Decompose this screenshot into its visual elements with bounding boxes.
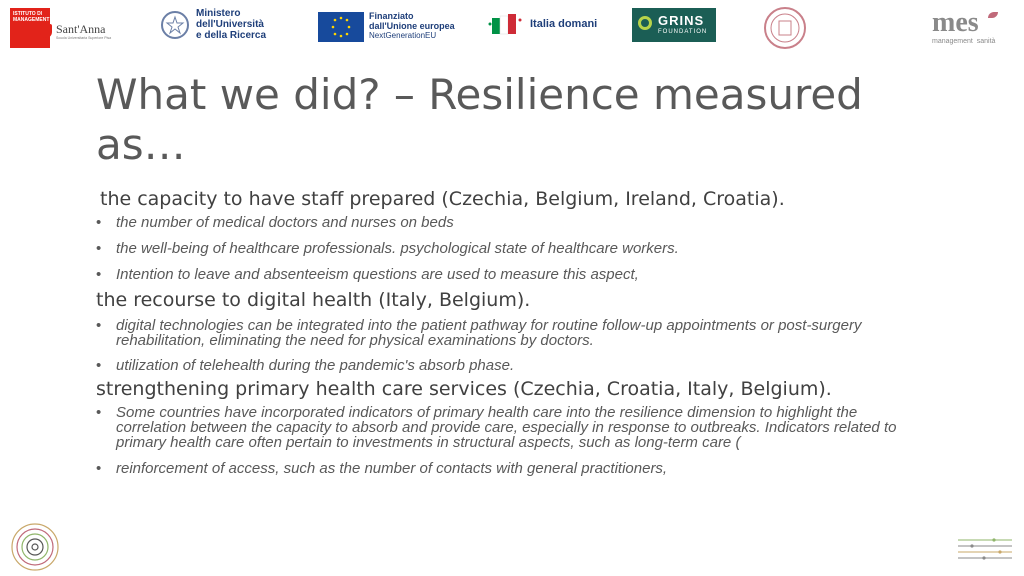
ministero-logo [160,8,280,42]
eu-line-2: dall'Unione europea [369,21,455,31]
eu-logo [318,10,468,44]
mes-text: mes [932,7,979,38]
ministero-line-2: dell'Università [196,19,264,30]
list-item: • Some countries have incorporated indicators of primary health care into the resilience dimension to highlight the correlation between the capacity to absorb and provide care, especially in response to outbreaks. Indicators related to primary health care often pertain to investments in structural aspects, such as long-term care ( [96,405,926,450]
mes-logo [930,8,1014,48]
staff-bullet-list [96,215,926,282]
logo-bar [0,0,1024,56]
italia-domani-text: Italia domani [530,18,598,30]
section-heading-digital-health: the recourse to digital health (Italy, Belgium). [96,289,531,311]
list-item: • the number of medical doctors and nurses on beds [96,215,926,230]
primary-care-bullet-list [96,405,926,476]
grins-g-icon [638,16,652,30]
eu-line-3: NextGenerationEU [369,31,437,40]
santanna-crest-icon [40,24,52,38]
list-item: • reinforcement of access, such as the number of contacts with general practitioners, [96,461,926,476]
eu-line-1: Finanziato [369,11,414,21]
italia-domani-logo [488,12,603,42]
slide-content [96,186,926,476]
university-seal-icon [763,6,807,50]
grins-logo [632,8,716,42]
italy-flag-icon [488,12,524,40]
ministero-line-3: e della Ricerca [196,30,267,41]
republic-emblem-icon [160,10,190,40]
mes-leaf-icon [988,12,998,18]
list-item: • digital technologies can be integrated into the patient pathway for routine follow-up appointments or post-surgery rehabilitation, eliminating the need for physical examinations by doctors. [96,318,926,348]
decorative-lines-icon [958,536,1012,566]
digital-bullet-list [96,318,926,373]
ministero-line-1: Ministero [196,8,241,19]
santanna-subtitle: Scuola Universitaria Superiore Pisa [56,36,112,40]
eu-flag-icon [318,12,364,42]
grins-subtitle: FOUNDATION [658,29,708,35]
list-item: • utilization of telehealth during the pandemic's absorb phase. [96,358,926,373]
istituto-logo-text: ISTITUTO DI MANAGEMENT [13,11,50,23]
section-heading-staff: the capacity to have staff prepared (Czechia, Belgium, Ireland, Croatia). [100,188,785,210]
santanna-name: Sant'Anna [56,22,106,36]
concentric-circles-icon [10,522,60,572]
slide-title: What we did? – Resilience measured as… [96,70,863,169]
list-item: • Intention to leave and absenteeism questions are used to measure this aspect, [96,267,926,282]
list-item: • the well-being of healthcare professionals. psychological state of healthcare workers. [96,241,926,256]
mes-subtitle: management sanità [932,38,996,45]
section-heading-primary-care: strengthening primary health care services (Czechia, Croatia, Italy, Belgium). [96,378,832,400]
grins-text: GRINS [658,13,705,28]
santanna-logo [40,22,120,48]
